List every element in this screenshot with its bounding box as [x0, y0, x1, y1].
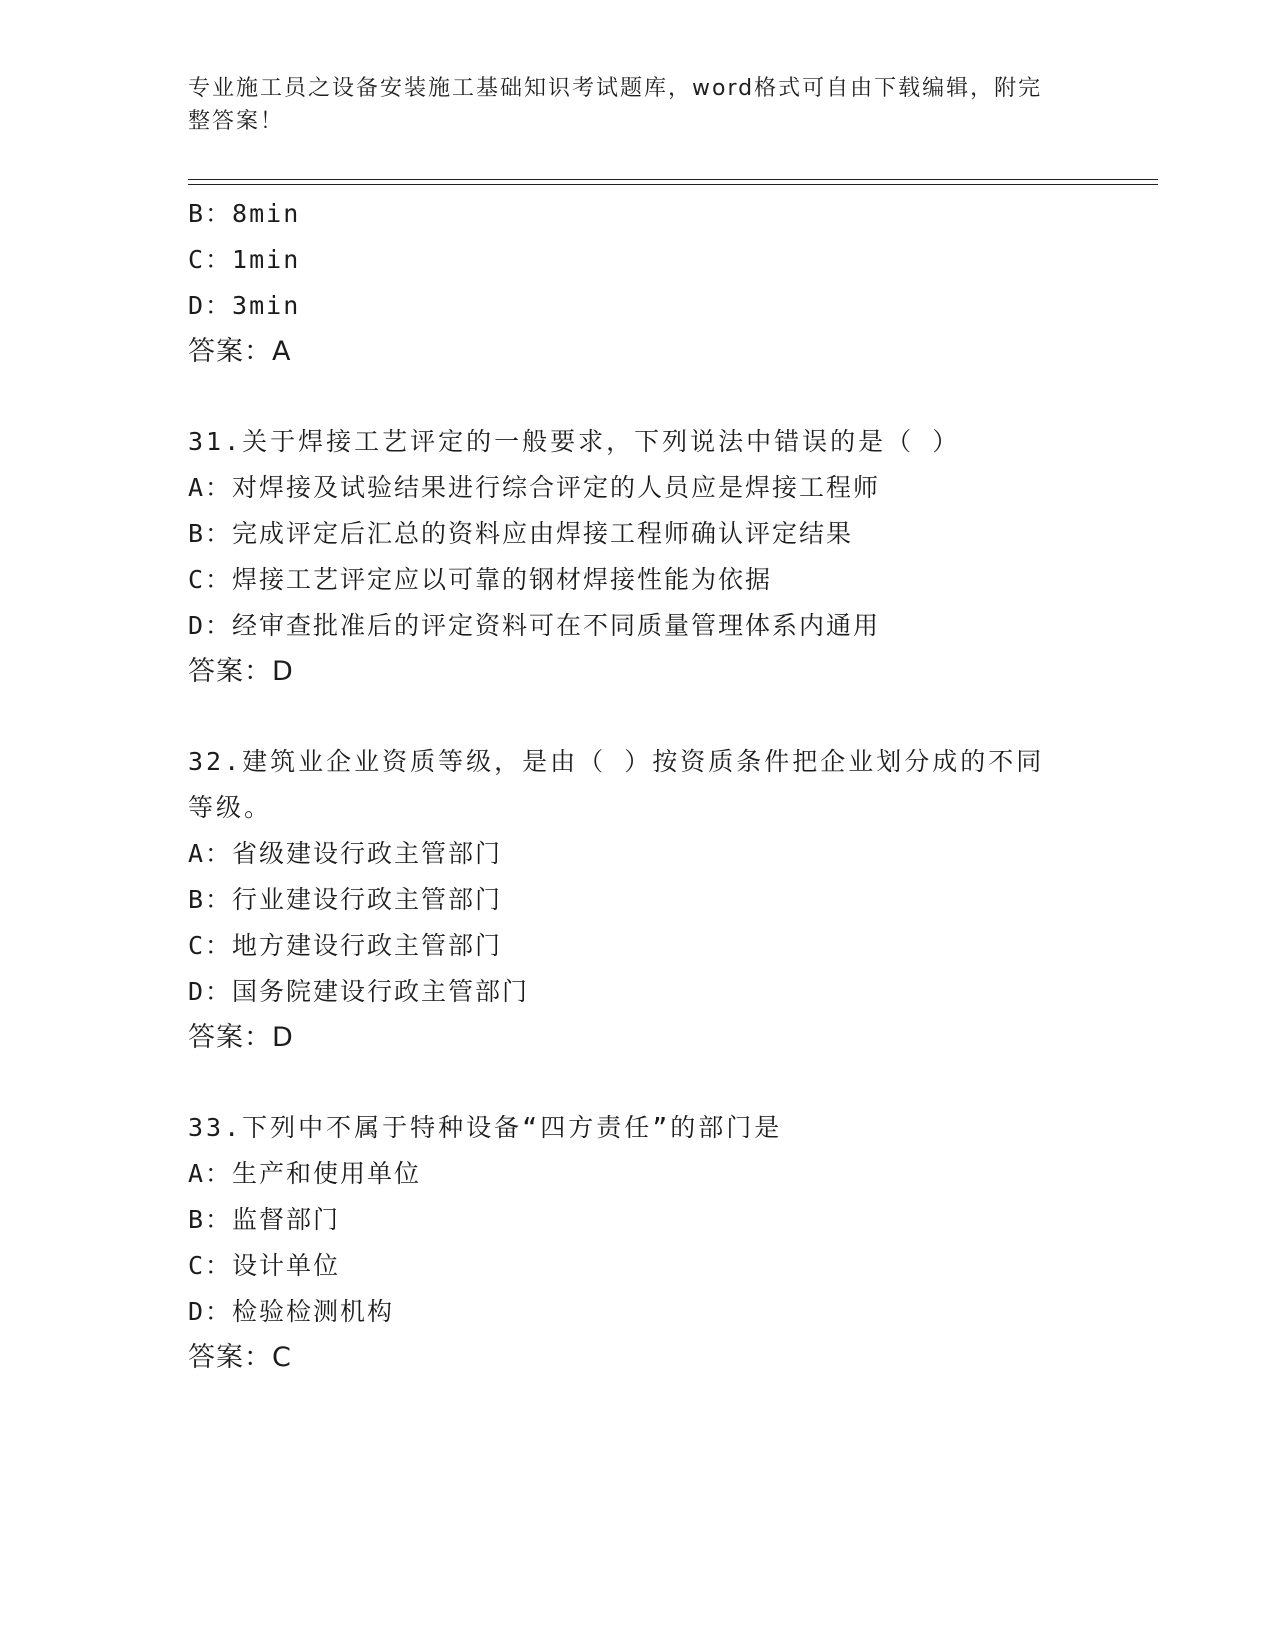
option-d: D：经审查批准后的评定资料可在不同质量管理体系内通用: [188, 611, 881, 640]
question-text-line-2: 等级。: [188, 793, 273, 822]
option-c: C：设计单位: [188, 1251, 341, 1280]
option-b: B：8min: [188, 199, 301, 228]
option-d: D：国务院建设行政主管部门: [188, 977, 530, 1006]
option-a: A：生产和使用单位: [188, 1159, 422, 1188]
question-text: 31.关于焊接工艺评定的一般要求，下列说法中错误的是（ ）: [188, 427, 961, 456]
option-a: A：省级建设行政主管部门: [188, 839, 503, 868]
option-c: C：1min: [188, 245, 301, 274]
header-line-1: 专业施工员之设备安装施工基础知识考试题库，word格式可自由下载编辑，附完: [188, 76, 1043, 101]
header-divider-bottom: [188, 184, 1158, 185]
question-content: [188, 191, 1088, 1381]
option-b: B：行业建设行政主管部门: [188, 885, 503, 914]
answer-line: 答案：D: [188, 1022, 294, 1053]
question-32: [188, 739, 1088, 1061]
question-33: [188, 1105, 1088, 1381]
option-b: B：监督部门: [188, 1205, 341, 1234]
option-d: D：检验检测机构: [188, 1297, 395, 1326]
question-text: 33.下列中不属于特种设备“四方责任”的部门是: [188, 1113, 783, 1142]
option-c: C：焊接工艺评定应以可靠的钢材焊接性能为依据: [188, 565, 773, 594]
answer-line: 答案：A: [188, 336, 292, 367]
option-b: B：完成评定后汇总的资料应由焊接工程师确认评定结果: [188, 519, 854, 548]
answer-line: 答案：D: [188, 656, 294, 687]
option-a: A：对焊接及试验结果进行综合评定的人员应是焊接工程师: [188, 473, 881, 502]
previous-question-tail: [188, 191, 1088, 375]
document-header: [188, 72, 1068, 138]
header-divider-top: [188, 179, 1158, 180]
question-31: [188, 419, 1088, 695]
option-c: C：地方建设行政主管部门: [188, 931, 503, 960]
header-line-2: 整答案！: [188, 109, 285, 134]
question-text-line-1: 32.建筑业企业资质等级，是由（ ）按资质条件把企业划分成的不同: [188, 747, 1045, 776]
answer-line: 答案：C: [188, 1342, 292, 1373]
option-d: D：3min: [188, 291, 301, 320]
